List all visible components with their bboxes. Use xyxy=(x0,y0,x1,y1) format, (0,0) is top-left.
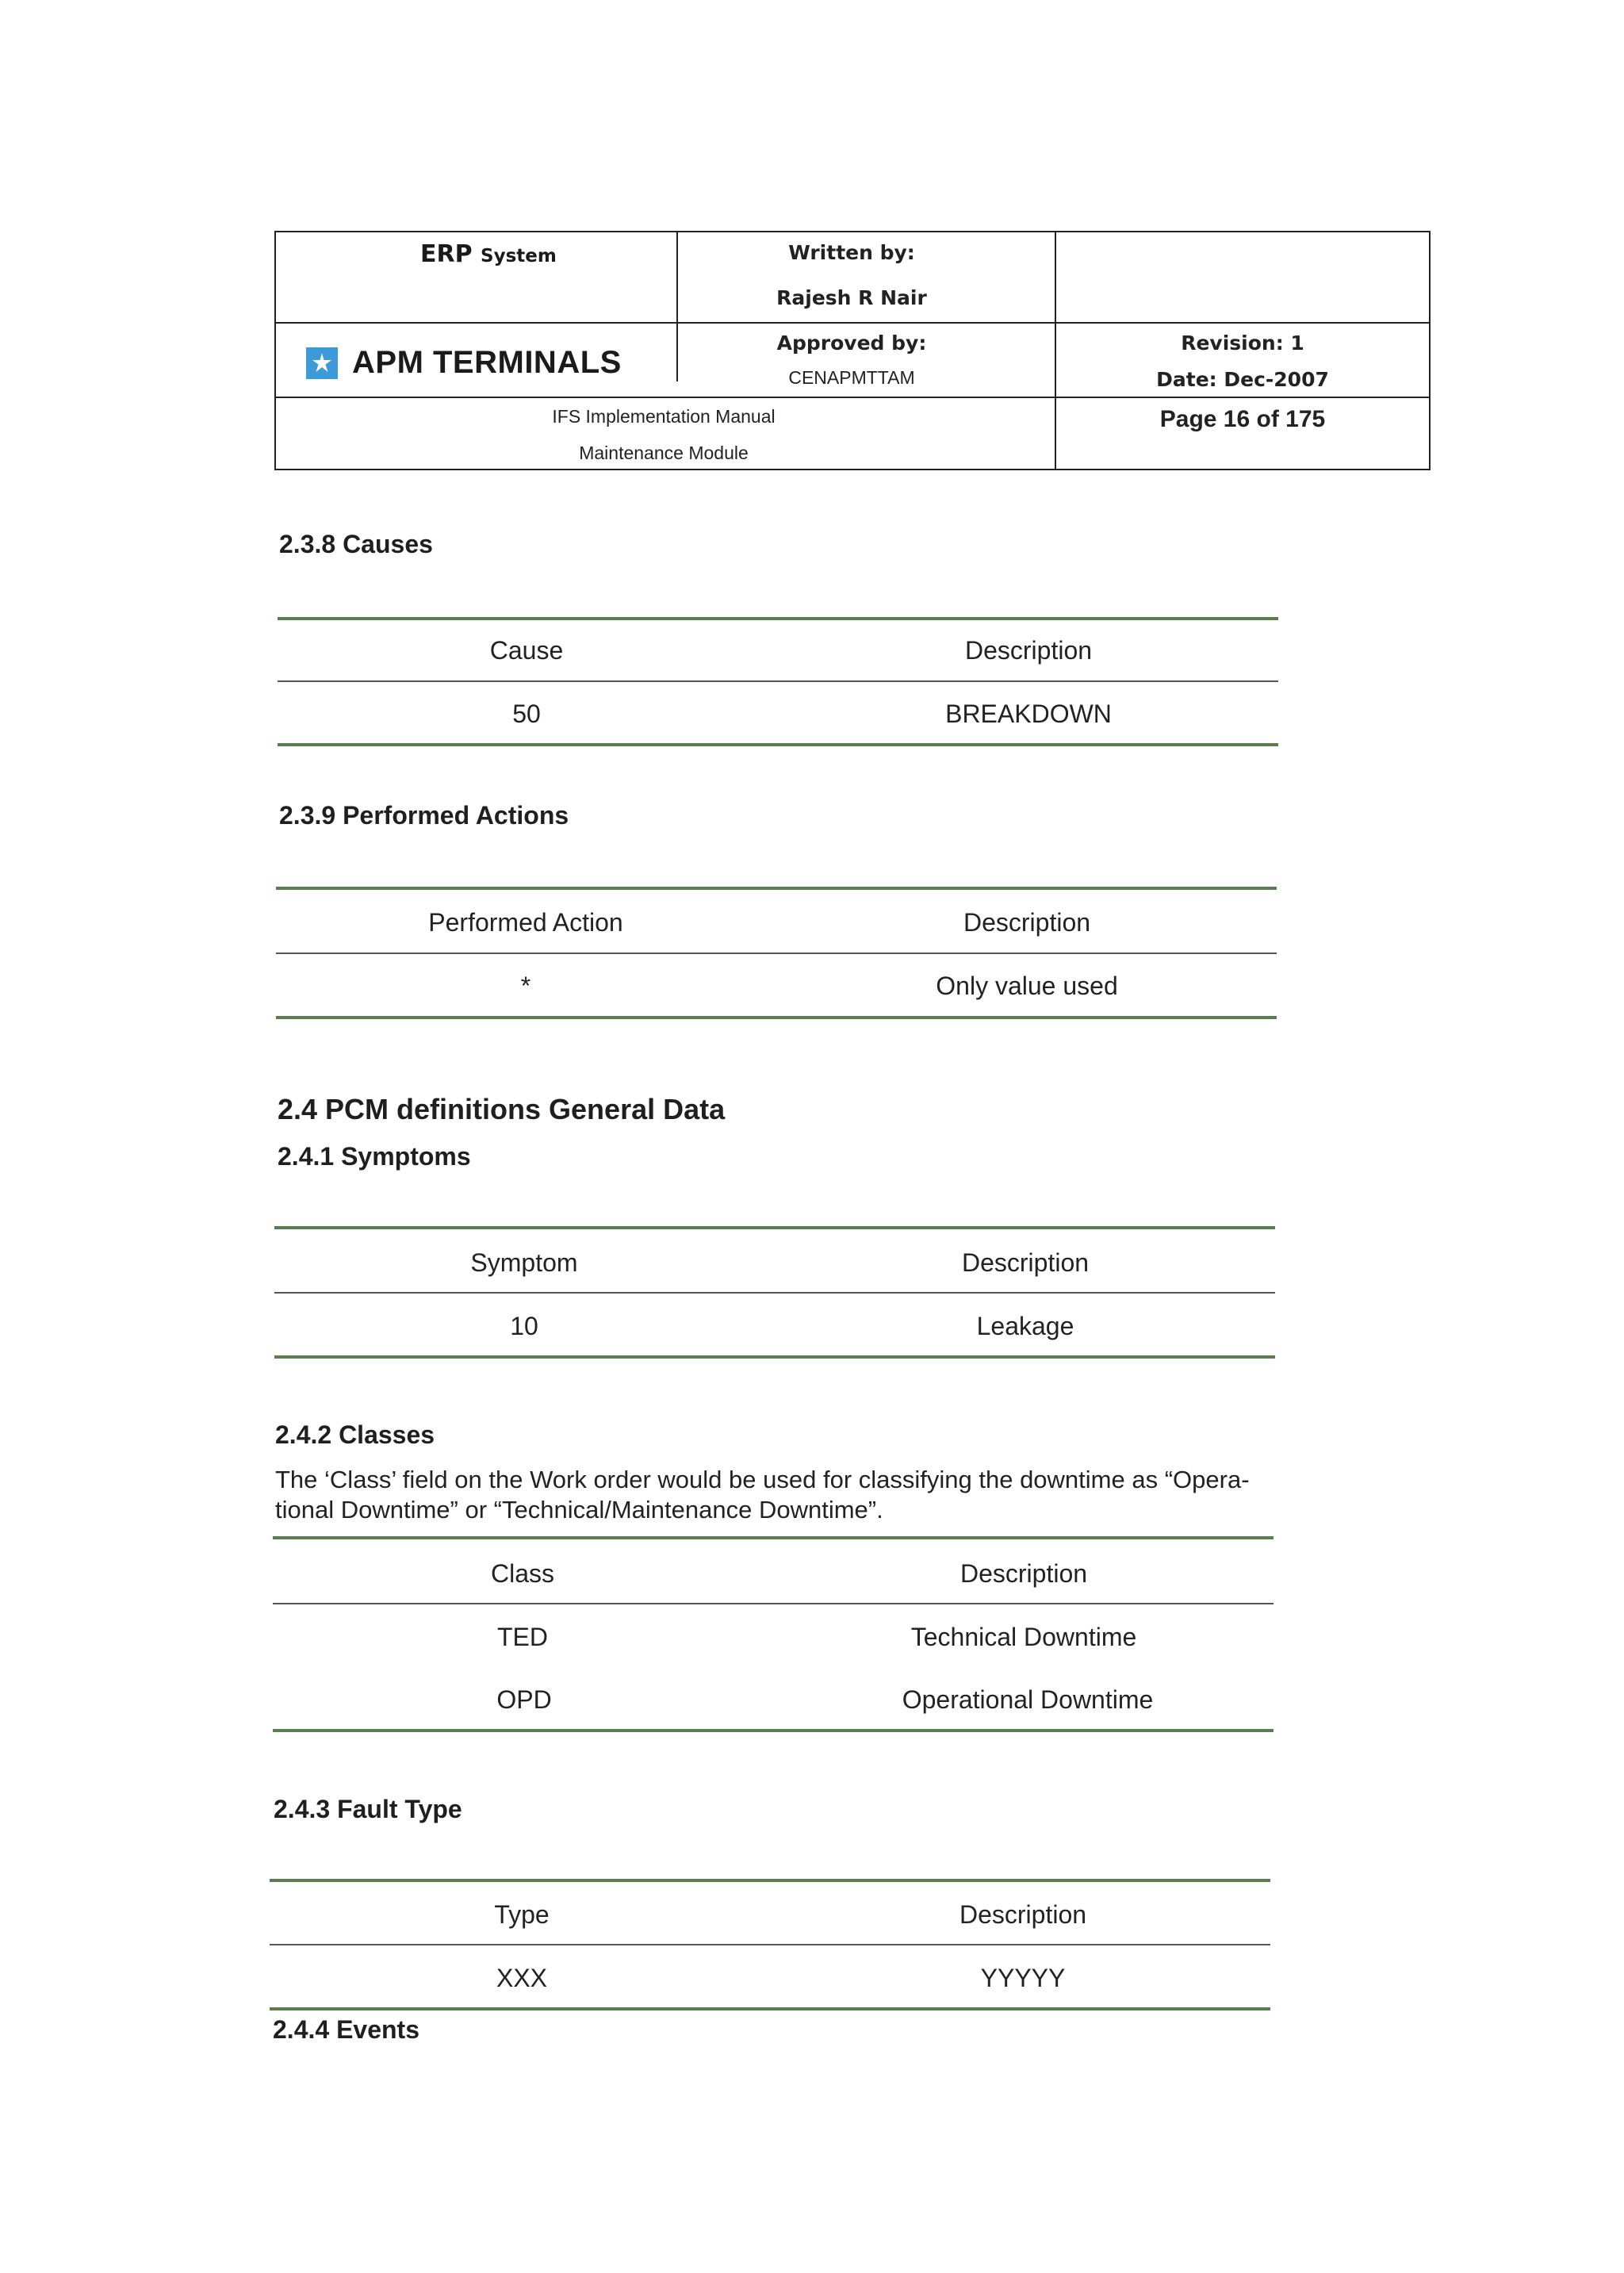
column-header-description: Description xyxy=(959,1559,1088,1588)
column-header-description: Description xyxy=(964,636,1093,665)
erp-label-bold: ERP xyxy=(420,240,473,268)
date-label: Date: Dec-2007 xyxy=(1156,367,1329,391)
table-top-rule xyxy=(274,1226,1275,1229)
section-heading-performed-actions: 2.3.9 Performed Actions xyxy=(279,801,569,830)
table-bottom-rule xyxy=(270,2007,1270,2010)
section-heading-classes: 2.4.2 Classes xyxy=(275,1420,435,1449)
class-description-cell: Operational Downtime xyxy=(902,1685,1154,1714)
classes-paragraph-line: The ‘Class’ field on the Work order would be used for classifying the downtime as “Opera- xyxy=(275,1466,1250,1493)
section-heading-pcm: 2.4 PCM definitions General Data xyxy=(278,1093,726,1125)
table-top-rule xyxy=(278,617,1278,620)
erp-label-system: System xyxy=(481,246,557,266)
table-bottom-rule xyxy=(274,1355,1275,1359)
written-by-name: Rajesh R Nair xyxy=(776,286,927,309)
table-top-rule xyxy=(276,887,1277,890)
column-header-cause: Cause xyxy=(489,636,564,665)
fault-type-description-cell: YYYYY xyxy=(980,1964,1066,1992)
column-header-description: Description xyxy=(959,1900,1087,1929)
page-number: Page 16 of 175 xyxy=(1159,406,1326,432)
star-icon xyxy=(306,347,338,379)
apm-terminals-logo xyxy=(306,345,622,381)
symptom-description-cell: Leakage xyxy=(976,1312,1074,1340)
classes-paragraph-line: tional Downtime” or “Technical/Maintenance Downtime”. xyxy=(275,1496,883,1524)
column-header-type: Type xyxy=(494,1900,550,1929)
section-heading-fault-type: 2.4.3 Fault Type xyxy=(274,1795,462,1823)
section-heading-events: 2.4.4 Events xyxy=(273,2015,419,2044)
section-heading-causes: 2.3.8 Causes xyxy=(279,530,433,558)
class-description-cell: Technical Downtime xyxy=(910,1623,1137,1651)
header-divider xyxy=(276,322,1431,324)
performed-action-description-cell: Only value used xyxy=(936,972,1118,1000)
table-header-rule xyxy=(273,1603,1274,1604)
section-heading-symptoms: 2.4.1 Symptoms xyxy=(278,1142,471,1171)
class-code-cell: TED xyxy=(497,1623,548,1651)
manual-title: IFS Implementation Manual xyxy=(552,405,776,427)
column-header-class: Class xyxy=(490,1559,555,1588)
table-header-rule xyxy=(270,1944,1270,1945)
fault-type-code-cell: XXX xyxy=(496,1964,548,1992)
table-bottom-rule xyxy=(278,743,1278,746)
table-header-rule xyxy=(274,1292,1275,1294)
approved-by-label: Approved by: xyxy=(776,331,927,355)
performed-action-code-cell: * xyxy=(520,972,531,1000)
revision-label: Revision: 1 xyxy=(1181,331,1304,355)
column-header-description: Description xyxy=(963,908,1091,937)
class-code-cell: OPD xyxy=(496,1685,552,1714)
logo-text: APM TERMINALS xyxy=(352,345,622,380)
table-bottom-rule xyxy=(276,1016,1277,1019)
table-top-rule xyxy=(270,1879,1270,1882)
cause-description-cell: BREAKDOWN xyxy=(945,700,1112,728)
table-top-rule xyxy=(273,1536,1274,1539)
column-header-performed-action: Performed Action xyxy=(428,908,623,937)
approved-by-name: CENAPMTTAM xyxy=(788,366,915,388)
cause-code-cell: 50 xyxy=(512,700,541,728)
header-divider xyxy=(276,397,1431,398)
table-bottom-rule xyxy=(273,1729,1274,1732)
table-header-rule xyxy=(278,680,1278,682)
classes-paragraph xyxy=(275,1465,1338,1525)
module-name: Maintenance Module xyxy=(579,442,749,463)
column-header-symptom: Symptom xyxy=(470,1248,578,1277)
written-by-label: Written by: xyxy=(788,240,915,264)
table-header-rule xyxy=(276,953,1277,954)
erp-system-label xyxy=(420,240,557,268)
column-header-description: Description xyxy=(961,1248,1090,1277)
symptom-code-cell: 10 xyxy=(510,1312,538,1340)
